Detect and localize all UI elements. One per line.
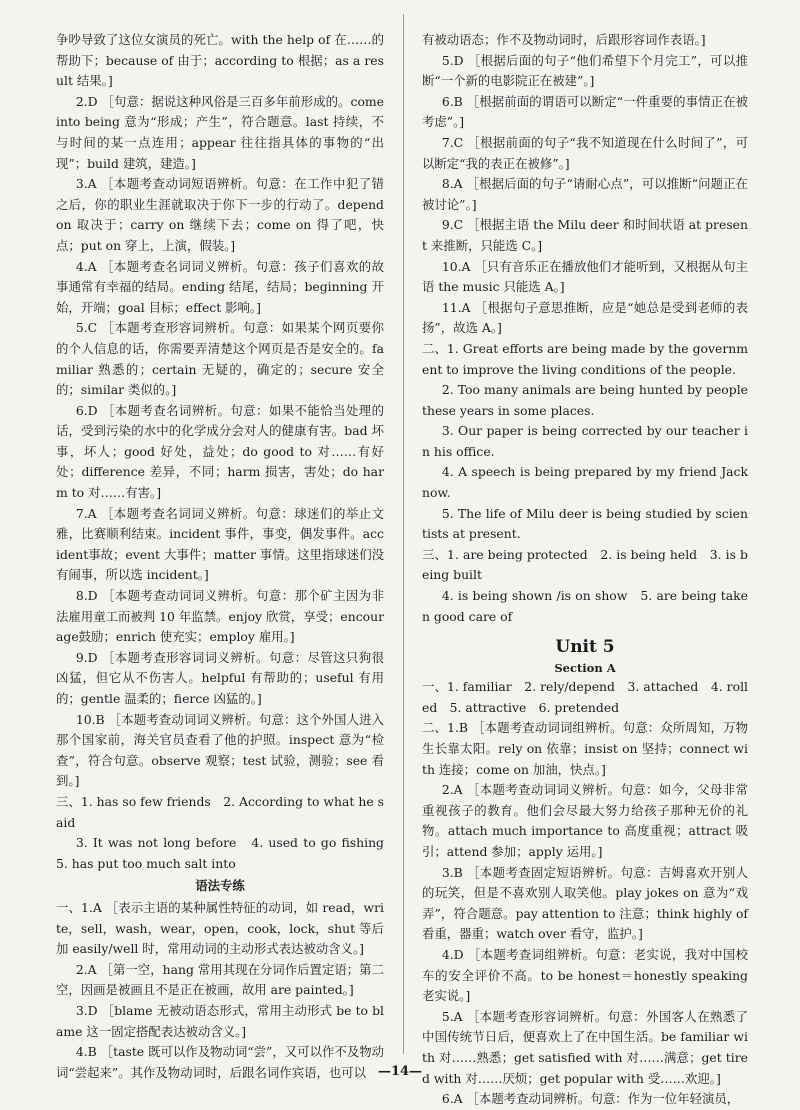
answer-item: 6.B ［根据前面的谓语可以断定“一件重要的事情正在被考虑”。] — [422, 93, 748, 130]
answer-item: 6.A ［本题考查动词辨析。句意：作为一位年轻演员， — [441, 1091, 740, 1107]
answer-item: 3.D ［blame 无被动语态形式，常用主动形式 be to blame 这一固定搭配表达被动含义。] — [56, 1002, 384, 1039]
answer-item: 4.B ［taste 既可以作及物动词“尝”，又可以作不及物动词“尝起来”。其作及物动词时，后跟名词作宾语，也可以 — [56, 1044, 384, 1080]
left-column — [56, 30, 397, 1083]
right-column — [422, 30, 748, 1110]
answer-paragraph: 一、1. familiar 2. rely/depend 3. attached 4. rolled 5. attractive 6. pretended — [422, 679, 748, 715]
answer-item: 2. Too many animals are being hunted by people these years in some places. — [422, 382, 748, 418]
answer-paragraph: 三、1. are being protected 2. is being held 3. is being built — [422, 546, 748, 583]
answer-item: 4. is being shown /is on show 5. are being taken good care of — [422, 588, 748, 624]
answer-item: 10.B ［本题考查动词词义辨析。句意：这个外国人进入那个国家前，海关官员查看了他的护照。inspect 意为“检查”，符合句意。observe 观察；test 试验，测验；see 看到。] — [56, 711, 384, 789]
answer-item: 3. It was not long before 4. used to go fishing 5. has put too much salt into — [56, 835, 397, 871]
answer-item: 8.D ［本题考查动词词义辨析。句意：那个矿主因为非法雇用童工而被判 10 年监禁。enjoy 欣赏，享受；encourage鼓励；enrich 使充实；employ 雇用。] — [56, 588, 384, 645]
page-number: —14— — [377, 1064, 423, 1079]
answer-item: 9.D ［本题考查形容词词义辨析。句意：尽管这只狗很凶猛，但它从不伤害人。helpful 有帮助的；useful 有用的；gentle 温柔的；fierce 凶猛的。] — [56, 649, 384, 706]
answer-item: 7.C ［根据前面的句子“我不知道现在什么时间了”，可以断定“我的表正在被修”。] — [422, 134, 748, 171]
answer-paragraph: 二、1. Great efforts are being made by the government to improve the living conditions of the people. — [422, 340, 748, 377]
answer-item: 8.A ［根据后面的句子“请耐心点”，可以推断“问题正在被讨论”。] — [422, 176, 748, 212]
answer-item: 4.D ［本题考查词组辨析。句意：老实说，我对中国校车的安全评价不高。to be honest＝honestly speaking 老实说。] — [422, 946, 748, 1004]
answer-item: 4.A ［本题考查名词词义辨析。句意：孩子们喜欢的故事通常有幸福的结局。ending 结尾，结局；beginning 开始，开端；goal 目标；effect 影响。] — [56, 258, 384, 315]
answer-item: 5.C ［本题考查形容词辨析。句意：如果某个网页要你的个人信息的话，你需要弄清楚这个网页是否是安全的。familiar 熟悉的；certain 无疑的，确定的；secure 安全的；similar 类似的。] — [56, 320, 384, 398]
section-heading: 语法专练 — [195, 878, 245, 894]
answer-item: 3. Our paper is being corrected by our teacher in his office. — [422, 423, 748, 459]
answer-paragraph: 有被动语态；作不及物动词时，后跟形容词作表语。] — [422, 32, 706, 47]
answer-item: 11.A ［根据句子意思推断，应是“她总是受到老师的表扬”，故选 A。] — [422, 299, 748, 336]
answer-item: 10.A ［只有音乐正在播放他们才能听到，又根据从句主语 the music 只能选 A。] — [422, 258, 748, 295]
answer-item: 4. A speech is being prepared by my friend Jack now. — [422, 464, 748, 501]
answer-paragraph: 二、1.B ［本题考查动词词组辨析。句意：众所周知，万物生长靠太阳。rely on 依靠；insist on 坚持；connect with 连接；come on 加油，快点。] — [422, 720, 748, 777]
answer-paragraph: 争吵导致了这位女演员的死亡。with the help of 在……的帮助下；because of 由于；according to 根据；as a result 结果。] — [56, 32, 384, 89]
answer-item: 3.A ［本题考查动词短语辨析。句意：在工作中犯了错之后，你的职业生涯就取决于你下一步的行动了。depend on 取决于；carry on 继续下去；come on 得了吧，快点；put on 穿上，上演，假装。] — [56, 176, 384, 253]
answer-item: 3.B ［本题考查固定短语辨析。句意：吉姆喜欢开别人的玩笑，但是不喜欢别人取笑他。play jokes on 意为“戏弄”，符合题意。pay attention to 注意；think highly of 看重，器重；watch over 看守，监护。] — [422, 864, 748, 942]
answer-item: 9.C ［根据主语 the Milu deer 和时间状语 at present 来推断，只能选 C。] — [422, 217, 748, 253]
unit-heading: Unit 5 — [555, 637, 615, 658]
answer-paragraph: 三、1. has so few friends 2. According to what he said — [56, 793, 384, 830]
answer-item: 2.A ［本题考查动词词义辨析。句意：如今，父母非常重视孩子的教育。他们会尽最大努力给孩子那种无价的礼物。attach much importance to 高度重视；attract 吸引；attend 参加；apply 运用。] — [422, 782, 748, 859]
column-divider — [403, 14, 404, 1054]
answer-item: 2.A ［第一空，hang 常用其现在分词作后置定语；第二空，因画是被画且不是正在被画，故用 are painted。] — [56, 961, 384, 998]
section-subheading: Section A — [554, 661, 616, 676]
answer-item: 5.D ［根据后面的句子“他们希望下个月完工”，可以推断“一个新的电影院正在被建”。] — [422, 52, 748, 89]
answer-item: 6.D ［本题考查名词辨析。句意：如果不能恰当处理的话，受到污染的水中的化学成分会对人的健康有害。bad 坏事，坏人；good 好处，益处；do good to 对……有好处；difference 差异，不同；harm 损害，害处；do harm to 对……有害。] — [56, 402, 384, 501]
answer-item: 2.D ［句意：据说这种风俗是三百多年前形成的。come into being 意为“形成；产生”，符合题意。last 持续，不与时间的某一点连用；appear 往往指具体的事物的“出现”；build 建筑，建造。] — [56, 93, 384, 171]
answer-item: 7.A ［本题考查名词词义辨析。句意：球迷们的举止文雅，比赛顺利结束。incident 事件，事变，偶发事件。accident事故；event 大事件；matter 事情。这里指球迷们没有闹事，所以选 incident。] — [56, 505, 384, 583]
answer-item: 5. The life of Milu deer is being studied by scientists at present. — [422, 505, 748, 542]
answer-paragraph: 一、1.A ［表示主语的某种属性特征的动词，如 read，write，sell，wash，wear，open，cook，lock，shut 等后加 easily/well 时，常用动词的主动形式表达被动含义。] — [56, 899, 384, 957]
answer-item: 5.A ［本题考查形容词辨析。句意：外国客人在熟悉了中国传统节日后，便喜欢上了在中国生活。be familiar with 对……熟悉；get satisfied with 对……满意；get tired with 对……厌烦；get popular with 受……欢迎。] — [422, 1008, 748, 1086]
